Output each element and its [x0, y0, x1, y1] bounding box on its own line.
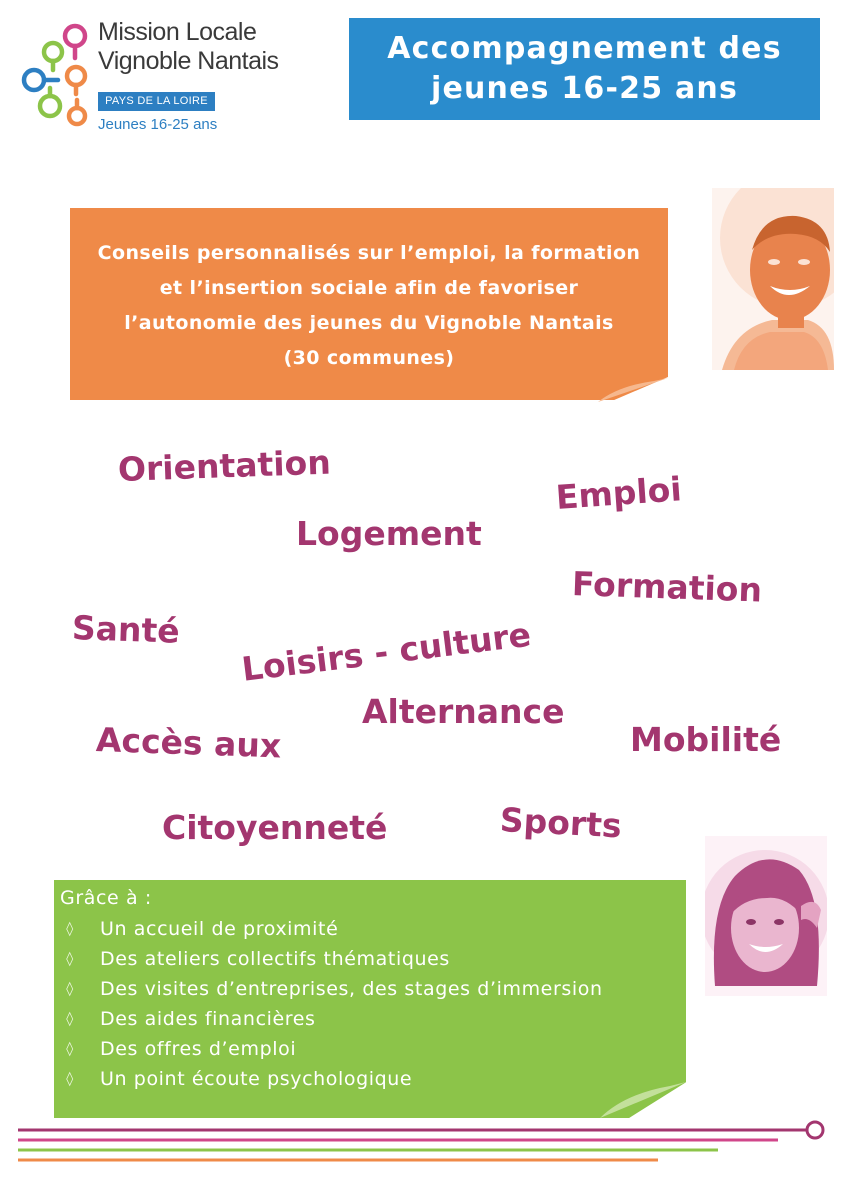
footer-decorative-lines [18, 1118, 830, 1168]
theme-alternance: Alternance [362, 692, 565, 731]
list-item: ◊ Des ateliers collectifs thématiques [60, 944, 680, 974]
intro-line: et l’insertion sociale afin de favoriser [159, 277, 579, 299]
theme-loisirs-culture: Loisirs - culture [239, 614, 534, 689]
logo-name-line1: Mission Locale [98, 18, 257, 46]
logo-name-line2: Vignoble Nantais [98, 47, 279, 75]
title-banner [349, 18, 820, 120]
young-man-photo [712, 188, 834, 370]
theme-citoyennete: Citoyenneté [162, 808, 388, 847]
logo-region-badge: PAYS DE LA LOIRE [98, 92, 215, 111]
theme-orientation: Orientation [117, 442, 332, 489]
means-intro: Grâce à : [60, 887, 152, 909]
page-curl-icon [598, 378, 668, 402]
list-item: ◊ Des aides financières [60, 1004, 680, 1034]
theme-emploi: Emploi [554, 469, 683, 517]
title-line1: Accompagnement des [387, 31, 782, 66]
means-list [60, 914, 680, 1094]
list-item: ◊ Un accueil de proximité [60, 914, 680, 944]
theme-formation: Formation [571, 564, 763, 610]
theme-mobilite: Mobilité [630, 720, 782, 759]
theme-sports: Sports [499, 800, 623, 846]
title-line2: jeunes 16-25 ans [430, 71, 739, 106]
diamond-outline-icon: ◊ [66, 1011, 74, 1027]
diamond-outline-icon: ◊ [66, 981, 74, 997]
intro-text [70, 236, 668, 376]
means-content [60, 884, 680, 1094]
intro-line: Conseils personnalisés sur l’emploi, la formation [97, 242, 641, 264]
list-item: ◊ Un point écoute psychologique [60, 1064, 680, 1094]
logo [20, 14, 320, 139]
logo-mark-icon [20, 14, 98, 134]
theme-logement: Logement [296, 514, 482, 553]
logo-tagline: Jeunes 16-25 ans [98, 116, 218, 133]
theme-sante: Santé [71, 608, 181, 651]
diamond-outline-icon: ◊ [66, 1071, 74, 1087]
diamond-outline-icon: ◊ [66, 1041, 74, 1057]
diamond-outline-icon: ◊ [66, 921, 74, 937]
diamond-outline-icon: ◊ [66, 951, 74, 967]
intro-line: (30 communes) [283, 347, 455, 369]
intro-line: l’autonomie des jeunes du Vignoble Nantais [124, 312, 614, 334]
theme-acces-aux: Accès aux [95, 720, 282, 766]
list-item: ◊ Des visites d’entreprises, des stages d’immersion [60, 974, 680, 1004]
list-item: ◊ Des offres d’emploi [60, 1034, 680, 1064]
young-woman-photo [705, 836, 827, 996]
